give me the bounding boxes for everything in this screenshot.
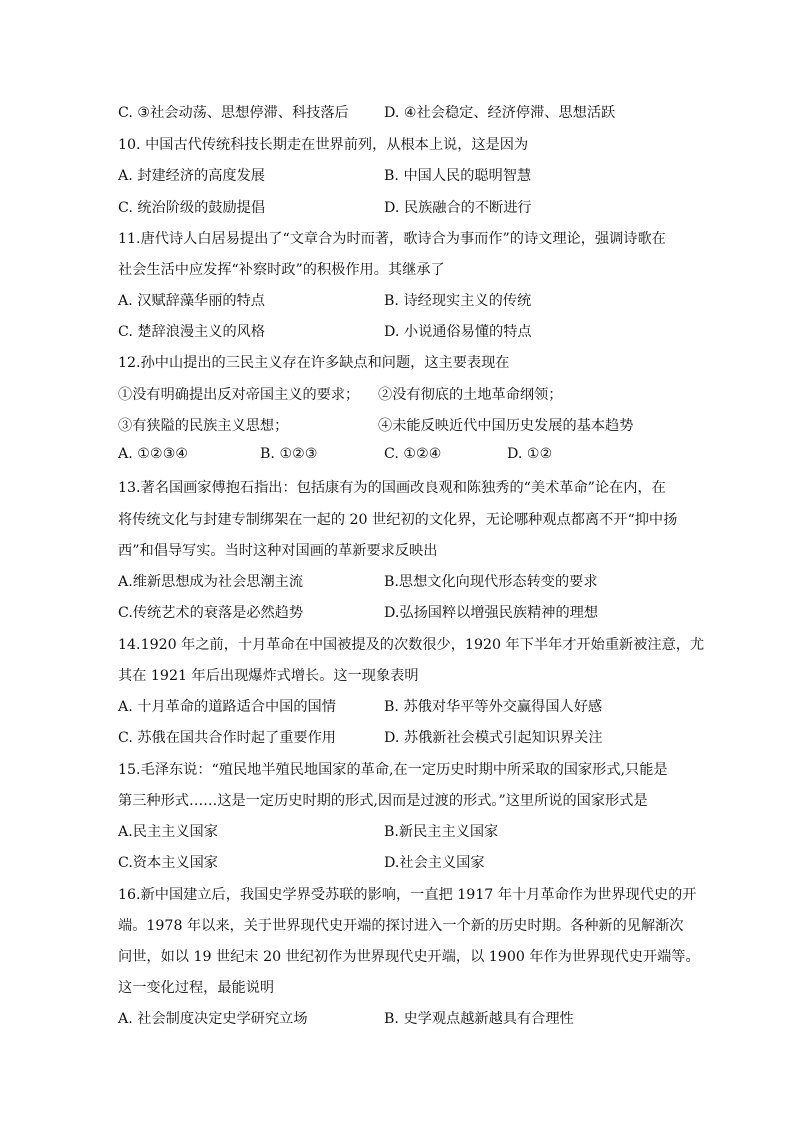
statement-4-q12: ④未能反映近代中国历史发展的基本趋势 [378,418,634,434]
question-11-stem-line1: 11.唐代诗人白居易提出了“文章合为时而著，歌诗合为事而作”的诗文理论，强调诗歌在 [118,231,666,247]
option-c-q9: C. ③社会动荡、思想停滞、科技落后 [118,105,349,121]
option-c-q10: C. 统治阶级的鼓励提倡 [118,200,266,216]
option-c-q14: C. 苏俄在国共合作时起了重要作用 [118,730,336,746]
option-a-q16: A. 社会制度决定史学研究立场 [118,1011,308,1027]
option-b-q14: B. 苏俄对华平等外交赢得国人好感 [384,699,603,715]
option-d-q14: D. 苏俄新社会模式引起知识界关注 [384,730,603,746]
option-b-q10: B. 中国人民的聪明智慧 [384,168,532,184]
option-a-q10: A. 封建经济的高度发展 [118,168,265,184]
option-a-q11: A. 汉赋辞藻华丽的特点 [118,293,265,309]
question-16-stem-line4: 这一变化过程，最能说明 [118,980,275,996]
option-c-q15: C.资本主义国家 [118,855,218,871]
option-a-q15: A.民主主义国家 [118,824,218,840]
option-c-q12: C. ①②④ [384,446,442,462]
option-b-q12: B. ①②③ [260,446,318,462]
option-d-q11: D. 小说通俗易懂的特点 [384,324,532,340]
option-c-q11: C. 楚辞浪漫主义的风格 [118,324,266,340]
option-d-q12: D. ①② [507,446,553,462]
question-13-stem-line3: 西”和倡导写实。当时这种对国画的革新要求反映出 [118,543,438,559]
option-d-q10: D. 民族融合的不断进行 [384,200,532,216]
statement-3-q12: ③有狭隘的民族主义思想； [118,418,289,434]
question-11-stem-line2: 社会生活中应发挥“补察时政”的积极作用。其继承了 [118,262,445,278]
statement-1-q12: ①没有明确提出反对帝国主义的要求； [118,387,360,403]
option-b-q15: B.新民主主义国家 [384,824,499,840]
option-b-q16: B. 史学观点越新越具有合理性 [384,1011,574,1027]
question-16-stem-line2: 端。1978 年以来，关于世界现代史开端的探讨进入一个新的历史时期。各种新的见解渐次 [118,918,684,934]
question-16-stem-line1: 16.新中国建立后，我国史学界受苏联的影响，一直把 1917 年十月革命作为世界现代史的开 [118,887,697,903]
question-12-stem: 12.孙中山提出的三民主义存在许多缺点和问题，这主要表现在 [118,355,510,371]
question-13-stem-line1: 13.著名国画家傅抱石指出：包括康有为的国画改良观和陈独秀的“美术革命”论在内，在 [118,480,666,496]
statement-2-q12: ②没有彻底的土地革命纲领； [378,387,563,403]
question-15-stem-line1: 15.毛泽东说：“殖民地半殖民地国家的革命,在一定历史时期中所采取的国家形式,只能是 [118,762,668,778]
option-d-q9: D. ④社会稳定、经济停滞、思想活跃 [384,105,616,121]
option-b-q11: B. 诗经现实主义的传统 [384,293,532,309]
option-a-q13: A.维新思想成为社会思潮主流 [118,574,304,590]
option-a-q12: A. ①②③④ [118,446,189,462]
question-14-stem-line2: 其在 1921 年后出现爆炸式增长。这一现象表明 [118,668,419,684]
question-10-stem: 10. 中国古代传统科技长期走在世界前列，从根本上说，这是因为 [118,137,529,153]
option-c-q13: C.传统艺术的衰落是必然趋势 [118,605,304,621]
option-d-q13: D.弘扬国粹以增强民族精神的理想 [384,605,599,621]
option-b-q13: B.思想文化向现代形态转变的要求 [384,574,598,590]
question-13-stem-line2: 将传统文化与封建专制绑架在一起的 20 世纪初的文化界，无论哪种观点都离不开“抑中扬 [118,512,678,528]
question-16-stem-line3: 问世，如以 19 世纪末 20 世纪初作为世界现代史开端，以 1900 年作为世界现代史开端等。 [118,949,700,965]
question-14-stem-line1: 14.1920 年之前，十月革命在中国被提及的次数很少，1920 年下半年才开始重新被注意，尤 [118,637,705,653]
option-d-q15: D.社会主义国家 [384,855,485,871]
question-15-stem-line2: 第三种形式……这是一定历史时期的形式,因而是过渡的形式。”这里所说的国家形式是 [118,793,648,809]
option-a-q14: A. 十月革命的道路适合中国的国情 [118,699,336,715]
